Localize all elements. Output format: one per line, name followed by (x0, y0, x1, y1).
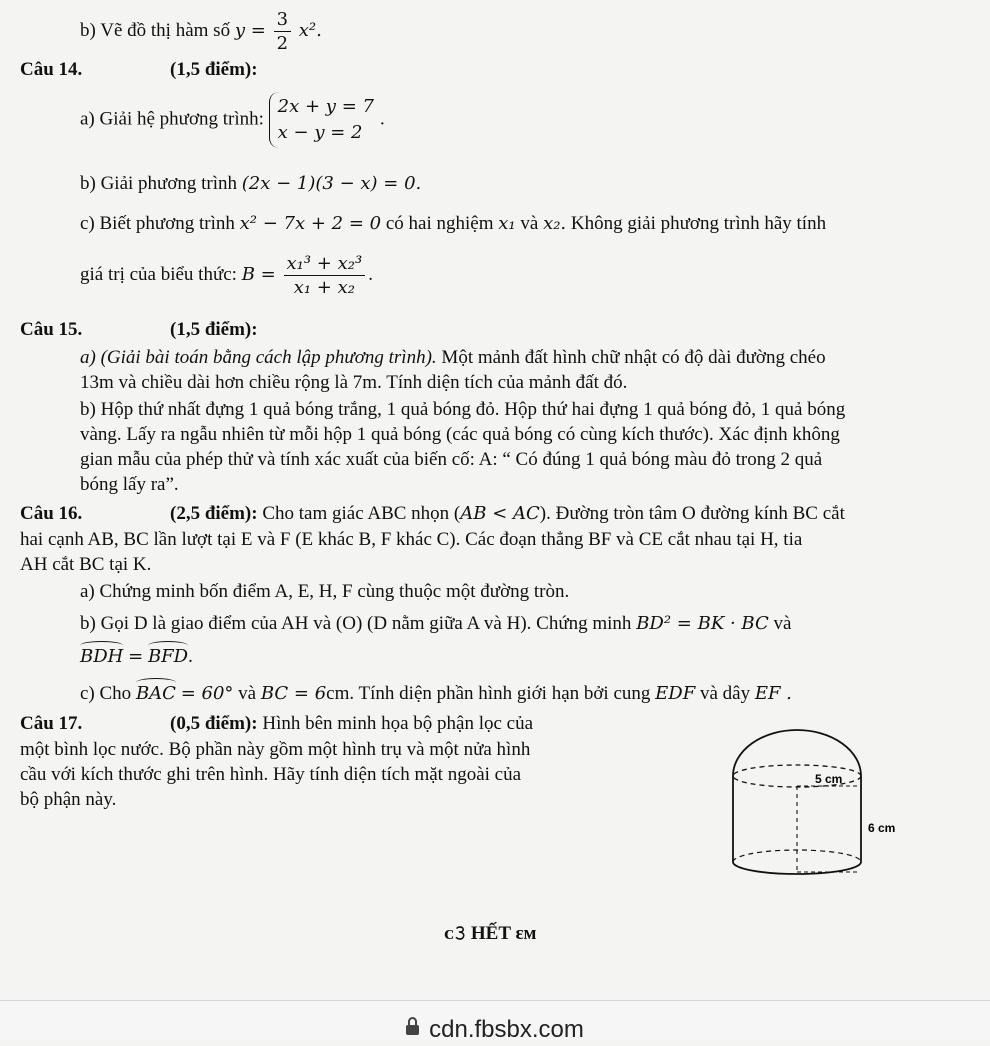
q17-line4: bộ phận này. (20, 789, 117, 810)
radius-label: 5 cm (815, 772, 843, 786)
fraction-3-2: $\frac{3}{2}$ (274, 8, 291, 55)
q14c-line2: giá trị của biểu thức: B = $\frac{\text{x₁³ + x₂³}}{\text{x₁ + x₂}}$ . (80, 253, 373, 299)
q14a-line: a) Giải hệ phương trình: 2x + y = 7 x − y = 2 . (80, 92, 385, 148)
q15b-line2: vàng. Lấy ra ngẫu nhiên từ mỗi hộp 1 quả bóng (các quả bóng có cùng kích thước). Xác định không (80, 424, 840, 445)
q17-line2: một bình lọc nước. Bộ phần này gồm một hình trụ và một nửa hình (20, 739, 531, 760)
q15-heading: Câu 15. (1,5 điểm): (20, 319, 258, 340)
browser-url-bar[interactable] (0, 1000, 990, 1043)
q16-line3: AH cắt BC tại K. (20, 554, 152, 575)
q15b-line1: b) Hộp thứ nhất đựng 1 quả bóng trắng, 1 quả bóng đỏ. Hộp thứ hai đựng 1 quả bóng đỏ, 1 quả bóng (80, 399, 846, 420)
height-label: 6 cm (868, 821, 896, 835)
q14-heading: Câu 14. (1,5 điểm): (20, 59, 258, 80)
lock-icon (406, 1025, 419, 1035)
q15a-line2: 13m và chiều dài hơn chiều rộng là 7m. Tính diện tích của mảnh đất đó. (80, 372, 628, 393)
q16b-line2: BDH = BFD. (80, 646, 193, 667)
q16a-line: a) Chứng minh bốn điểm A, E, H, F cùng thuộc một đường tròn. (80, 581, 570, 602)
q15b-line3: gian mẫu của phép thử và tính xác xuất của biến cố: A: “ Có đúng 1 quả bóng màu đỏ trong 2 quả (80, 449, 823, 470)
q16-line2: hai cạnh AB, BC lần lượt tại E và F (E khác B, F khác C). Các đoạn thẳng BF và CE cắt nhau tại H, tia (20, 529, 803, 550)
q17-line3: cầu với kích thước ghi trên hình. Hãy tính diện tích mặt ngoài của (20, 764, 522, 785)
q14b-line: b) Giải phương trình (2x − 1)(3 − x) = 0. (80, 173, 422, 194)
q14c-line1: c) Biết phương trình x² − 7x + 2 = 0 có hai nghiệm x₁ và x₂. Không giải phương trình hãy tính (80, 213, 827, 234)
q16b-line1: b) Gọi D là giao điểm của AH và (O) (D nằm giữa A và H). Chứng minh BD² = BK · BC và (80, 613, 792, 634)
q17-line1: Câu 17. (0,5 điểm): Hình bên minh họa bộ phận lọc của (20, 713, 534, 734)
q15a-line1: a) (Giải bài toán bằng cách lập phương trình). Một mảnh đất hình chữ nhật có độ dài đường chéo (80, 347, 826, 368)
cylinder-hemisphere-figure (725, 728, 925, 908)
fraction-B: $\frac{\text{x₁³ + x₂³}}{\text{x₁ + x₂}}$ (284, 252, 366, 299)
equation-system: 2x + y = 7 x − y = 2 (269, 92, 380, 148)
url-display[interactable]: cdn.fbsbx.com (0, 1015, 990, 1046)
q15b-line4: bóng lấy ra”. (80, 474, 179, 495)
end-marker: ᴄ𝟹 HẾT ɛᴍ (444, 923, 537, 944)
hemisphere-outline (733, 730, 861, 776)
q16c-line: c) Cho BAC = 60° và BC = 6cm. Tính diện phần hình giới hạn bởi cung EDF và dây EF . (80, 683, 792, 704)
q16-line1: Câu 16. (2,5 điểm): Cho tam giác ABC nhọn (AB < AC). Đường tròn tâm O đường kính BC cắt (20, 503, 845, 524)
q13b-line: b) Vẽ đồ thị hàm số y = $\frac{3}{2}$ x². (80, 9, 322, 55)
